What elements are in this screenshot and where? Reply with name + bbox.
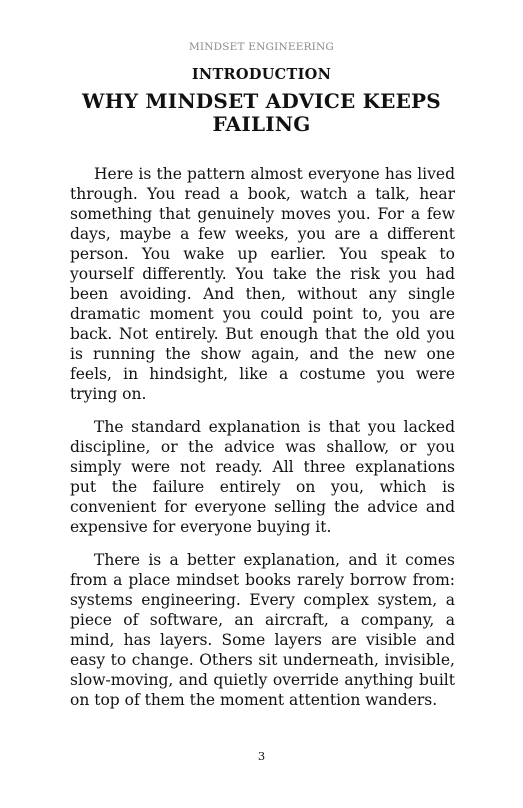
running-head: MINDSET ENGINEERING: [188, 41, 335, 53]
paragraph-3: There is a better explanation, and it comes from a place mindset books rarely borrow from: systems engineering. Every complex system, a piece of software, an aircraft, a company, a mind, has layers. Some layers are visible and easy to change. Others sit underneath, invisible, slow-moving, and quietly override anything built on top of them the moment attention wanders.: [70, 551, 455, 709]
body-text: [70, 164, 455, 723]
paragraph-2: The standard explanation is that you lacked discipline, or the advice was shallow, or you simply were not ready. All three explanations put the failure entirely on you, which is convenient for everyone selling the advice and expensive for everyone buying it.: [70, 418, 455, 536]
chapter-label: INTRODUCTION: [191, 66, 332, 83]
paragraph-1: Here is the pattern almost everyone has lived through. You read a book, watch a talk, hear something that genuinely moves you. For a few days, maybe a few weeks, you are a different person. You wake up earlier. You speak to yourself differently. You take the risk you had been avoiding. And then, without any single dramatic moment you could point to, you are back. Not entirely. But enough that the old you is running the show again, and the new one feels, in hindsight, like a costume you were trying on.: [70, 165, 455, 403]
chapter-title: WHY MINDSET ADVICE KEEPS FAILING: [82, 89, 441, 136]
page-number: 3: [257, 749, 266, 763]
